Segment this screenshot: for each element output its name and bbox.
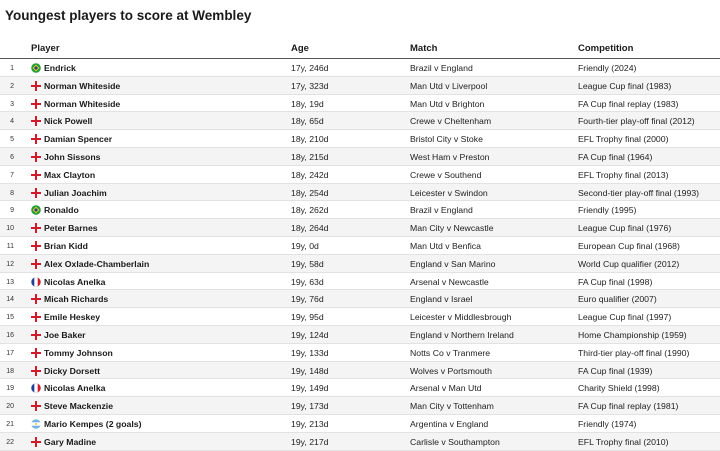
- age-cell: 18y, 254d: [291, 187, 329, 198]
- age-cell: 18y, 242d: [291, 169, 329, 180]
- page-title: Youngest players to score at Wembley: [5, 8, 252, 23]
- competition-cell: FA Cup final replay (1983): [578, 98, 679, 109]
- player-cell: Gary Madine: [44, 436, 97, 447]
- table-row: [0, 184, 720, 202]
- england-flag-icon: [31, 241, 41, 251]
- rank-cell: 2: [10, 82, 14, 90]
- competition-cell: Friendly (1995): [578, 205, 637, 216]
- competition-cell: EFL Trophy final (2000): [578, 134, 669, 145]
- competition-cell: Second-tier play-off final (1993): [578, 187, 700, 198]
- competition-cell: Third-tier play-off final (1990): [578, 347, 690, 358]
- england-flag-icon: [31, 259, 41, 269]
- table-row: [0, 433, 720, 451]
- age-cell: 17y, 323d: [291, 80, 329, 91]
- table-row: [0, 148, 720, 166]
- match-cell: Man City v Tottenham: [410, 401, 494, 412]
- england-flag-icon: [31, 116, 41, 126]
- england-flag-icon: [31, 170, 41, 180]
- competition-cell: EFL Trophy final (2010): [578, 436, 669, 447]
- age-cell: 18y, 65d: [291, 116, 324, 127]
- match-cell: Notts Co v Tranmere: [410, 347, 491, 358]
- england-flag-icon: [31, 348, 41, 358]
- england-flag-icon: [31, 330, 41, 340]
- rank-cell: 20: [6, 403, 14, 411]
- scorers-table: [0, 38, 720, 451]
- england-flag-icon: [31, 312, 41, 322]
- table-row: [0, 112, 720, 130]
- competition-cell: League Cup final (1997): [578, 312, 672, 323]
- argentina-flag-icon: [31, 419, 41, 429]
- england-flag-icon: [31, 366, 41, 376]
- table-row: [0, 219, 720, 237]
- rank-cell: 14: [6, 296, 14, 304]
- match-cell: Man Utd v Brighton: [410, 98, 485, 109]
- player-cell: Damian Spencer: [44, 134, 113, 145]
- match-cell: England v San Marino: [410, 258, 496, 269]
- table-row: [0, 379, 720, 397]
- column-header-player[interactable]: Player: [31, 43, 60, 54]
- competition-cell: EFL Trophy final (2013): [578, 169, 669, 180]
- competition-cell: Euro qualifier (2007): [578, 294, 657, 305]
- table-header: [0, 38, 720, 59]
- competition-cell: Friendly (1974): [578, 418, 637, 429]
- competition-cell: Friendly (2024): [578, 63, 637, 73]
- rank-cell: 8: [10, 189, 14, 197]
- rank-cell: 7: [10, 171, 14, 179]
- table-row: [0, 397, 720, 415]
- table-row: [0, 59, 720, 77]
- match-cell: England v Northern Ireland: [410, 329, 514, 340]
- player-cell: Nicolas Anelka: [44, 276, 106, 287]
- column-header-match[interactable]: Match: [410, 43, 438, 54]
- match-cell: Man City v Newcastle: [410, 223, 494, 234]
- rank-cell: 22: [6, 438, 14, 446]
- column-header-age[interactable]: Age: [291, 43, 309, 54]
- competition-cell: European Cup final (1968): [578, 240, 680, 251]
- match-cell: Leicester v Middlesbrough: [410, 312, 512, 323]
- player-cell: John Sissons: [44, 151, 101, 162]
- match-cell: England v Israel: [410, 294, 473, 305]
- france-flag-icon: [31, 383, 41, 393]
- age-cell: 18y, 264d: [291, 223, 329, 234]
- player-cell: Brian Kidd: [44, 240, 88, 251]
- rank-cell: 18: [6, 367, 14, 375]
- match-cell: Arsenal v Man Utd: [410, 383, 482, 394]
- northern-ireland-flag-icon: [31, 99, 41, 109]
- table-row: [0, 237, 720, 255]
- player-cell: Max Clayton: [44, 169, 96, 180]
- table-body: [0, 59, 720, 451]
- rank-cell: 4: [10, 118, 14, 126]
- rank-cell: 5: [10, 136, 14, 144]
- table-row: [0, 273, 720, 291]
- rank-cell: 16: [6, 331, 14, 339]
- england-flag-icon: [31, 81, 41, 91]
- player-cell: Mario Kempes (2 goals): [44, 418, 142, 429]
- player-cell: Norman Whiteside: [44, 98, 121, 109]
- match-cell: Wolves v Portsmouth: [410, 365, 492, 376]
- age-cell: 19y, 0d: [291, 240, 319, 251]
- competition-cell: FA Cup final (1964): [578, 151, 653, 162]
- table-row: [0, 166, 720, 184]
- player-cell: Dicky Dorsett: [44, 365, 101, 376]
- player-cell: Julian Joachim: [44, 187, 107, 198]
- brazil-flag-icon: [31, 63, 41, 73]
- age-cell: 18y, 210d: [291, 134, 329, 145]
- rank-cell: 3: [10, 100, 14, 108]
- player-cell: Endrick: [44, 63, 76, 73]
- age-cell: 18y, 215d: [291, 151, 329, 162]
- match-cell: Brazil v England: [410, 205, 473, 216]
- rank-cell: 19: [6, 385, 14, 393]
- age-cell: 18y, 19d: [291, 98, 324, 109]
- match-cell: Bristol City v Stoke: [410, 134, 483, 145]
- rank-cell: 15: [6, 314, 14, 322]
- player-cell: Emile Heskey: [44, 312, 101, 323]
- match-cell: Crewe v Cheltenham: [410, 116, 492, 127]
- rank-cell: 9: [10, 207, 14, 215]
- table-row: [0, 415, 720, 433]
- match-cell: Man Utd v Liverpool: [410, 80, 488, 91]
- age-cell: 19y, 95d: [291, 312, 324, 323]
- match-cell: Brazil v England: [410, 63, 473, 73]
- column-header-competition[interactable]: Competition: [578, 43, 634, 54]
- table-row: [0, 77, 720, 95]
- match-cell: Leicester v Swindon: [410, 187, 488, 198]
- age-cell: 19y, 124d: [291, 329, 329, 340]
- player-cell: Alex Oxlade-Chamberlain: [44, 258, 150, 269]
- player-cell: Joe Baker: [44, 329, 86, 340]
- rank-cell: 6: [10, 153, 14, 161]
- player-cell: Nick Powell: [44, 116, 93, 127]
- rank-cell: 17: [6, 349, 14, 357]
- england-flag-icon: [31, 134, 41, 144]
- table-row: [0, 326, 720, 344]
- age-cell: 19y, 63d: [291, 276, 324, 287]
- competition-cell: Charity Shield (1998): [578, 383, 660, 394]
- rank-cell: 12: [6, 260, 14, 268]
- table-row: [0, 255, 720, 273]
- england-flag-icon: [31, 401, 41, 411]
- rank-cell: 11: [6, 242, 14, 250]
- player-cell: Peter Barnes: [44, 223, 98, 234]
- table-row: [0, 290, 720, 308]
- england-flag-icon: [31, 152, 41, 162]
- age-cell: 19y, 173d: [291, 401, 329, 412]
- table-row: [0, 362, 720, 380]
- rank-cell: 10: [6, 225, 14, 233]
- age-cell: 19y, 133d: [291, 347, 329, 358]
- age-cell: 19y, 149d: [291, 383, 329, 394]
- age-cell: 19y, 213d: [291, 418, 329, 429]
- competition-cell: FA Cup final (1939): [578, 365, 653, 376]
- player-cell: Ronaldo: [44, 205, 79, 216]
- match-cell: Arsenal v Newcastle: [410, 276, 489, 287]
- competition-cell: FA Cup final replay (1981): [578, 401, 679, 412]
- competition-cell: League Cup final (1976): [578, 223, 672, 234]
- table-row: [0, 201, 720, 219]
- age-cell: 17y, 246d: [291, 63, 329, 73]
- england-flag-icon: [31, 188, 41, 198]
- age-cell: 18y, 262d: [291, 205, 329, 216]
- competition-cell: FA Cup final (1998): [578, 276, 653, 287]
- england-flag-icon: [31, 223, 41, 233]
- match-cell: West Ham v Preston: [410, 151, 490, 162]
- table-row: [0, 95, 720, 113]
- player-cell: Steve Mackenzie: [44, 401, 114, 412]
- england-flag-icon: [31, 437, 41, 447]
- competition-cell: World Cup qualifier (2012): [578, 258, 680, 269]
- match-cell: Argentina v England: [410, 418, 489, 429]
- rank-cell: 13: [6, 278, 14, 286]
- table-row: [0, 130, 720, 148]
- match-cell: Crewe v Southend: [410, 169, 482, 180]
- rank-cell: 21: [6, 420, 14, 428]
- player-cell: Nicolas Anelka: [44, 383, 106, 394]
- player-cell: Micah Richards: [44, 294, 109, 305]
- brazil-flag-icon: [31, 205, 41, 215]
- table-row: [0, 344, 720, 362]
- player-cell: Tommy Johnson: [44, 347, 113, 358]
- age-cell: 19y, 217d: [291, 436, 329, 447]
- age-cell: 19y, 76d: [291, 294, 324, 305]
- match-cell: Man Utd v Benfica: [410, 240, 481, 251]
- competition-cell: League Cup final (1983): [578, 80, 672, 91]
- match-cell: Carlisle v Southampton: [410, 436, 500, 447]
- age-cell: 19y, 58d: [291, 258, 324, 269]
- england-flag-icon: [31, 294, 41, 304]
- player-cell: Norman Whiteside: [44, 80, 121, 91]
- table-row: [0, 308, 720, 326]
- rank-cell: 1: [10, 65, 14, 72]
- age-cell: 19y, 148d: [291, 365, 329, 376]
- competition-cell: Fourth-tier play-off final (2012): [578, 116, 695, 127]
- competition-cell: Home Championship (1959): [578, 329, 687, 340]
- france-flag-icon: [31, 277, 41, 287]
